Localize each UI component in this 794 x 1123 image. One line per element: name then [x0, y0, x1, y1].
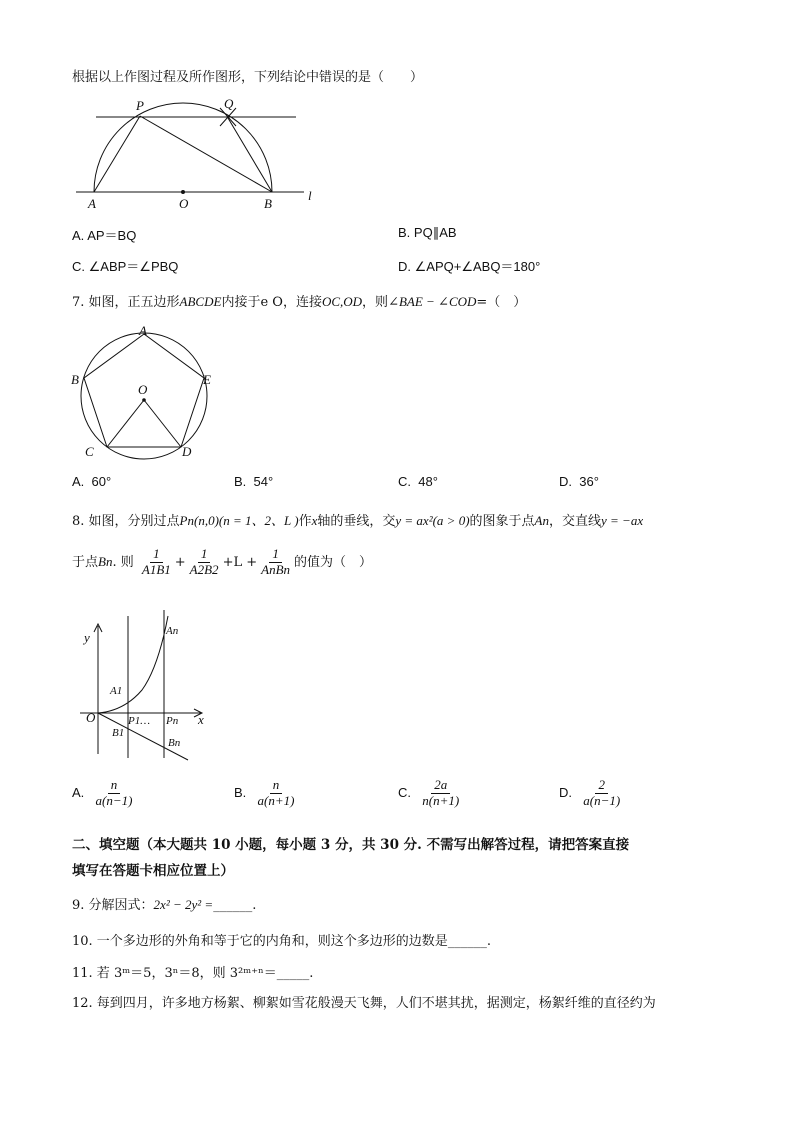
q8-stem-line2: 于点Bn. 则 $\frac{1}{A1B1}$ + $\frac{1}{A2B2}$ +L + $\frac{1}{\text{AnBn}}$ 的值为（ ） — [72, 546, 373, 577]
label-A1: A1 — [110, 685, 123, 697]
q6-stem: 根据以上作图过程及所作图形，下列结论中错误的是（ ） — [72, 70, 424, 85]
section-heading-line2: 填写在答题卡相应位置上） — [72, 863, 234, 879]
q6-option-a[interactable]: A. AP＝BQ — [72, 228, 137, 243]
label-y: y — [84, 630, 90, 645]
label-B: B — [264, 196, 272, 211]
q8-option-b[interactable]: B. $\frac{n}{a(n+1)}$ — [234, 777, 295, 808]
q7-option-d[interactable]: D. 36° — [559, 474, 599, 489]
label-D: D — [182, 444, 192, 459]
q6-figure — [70, 92, 330, 217]
label-C: C — [85, 444, 94, 459]
label-An: An — [166, 625, 179, 637]
q10-blank[interactable]: ______ — [447, 934, 487, 949]
q12: 12. 每到四月，许多地方杨絮、柳絮如雪花般漫天飞舞，人们不堪其扰，据测定，杨絮纤维的直径约为 — [72, 996, 656, 1011]
q7-option-c[interactable]: C. 48° — [398, 474, 438, 489]
q11-blank[interactable]: _____ — [276, 966, 310, 981]
label-P1: P1… — [128, 715, 150, 727]
label-B: B — [71, 372, 79, 387]
section-heading-line1: 二、填空题（本大题共 10 小题，每小题 3 分，共 30 分. 不需写出解答过程，请把答案直接 — [72, 837, 630, 853]
label-l: l — [308, 188, 312, 203]
fraction-n: $\frac{1}{\text{AnBn}}$ — [261, 546, 291, 577]
q7-option-a[interactable]: A. 60° — [72, 474, 112, 489]
fraction-2: $\frac{1}{A2B2}$ — [189, 546, 219, 577]
label-P: P — [136, 98, 144, 113]
q8-stem-line1: 8. 如图，分别过点Pn(n,0)(n = 1、2、L )作x轴的垂线，交y = ax²(a > 0)的图象于点An，交直线y = −ax — [72, 513, 644, 529]
label-O: O — [86, 710, 96, 725]
label-B1: B1 — [112, 727, 125, 739]
q8-option-a[interactable]: A. $\frac{n}{a(n-1)}$ — [72, 777, 133, 808]
label-O: O — [138, 382, 148, 397]
label-A: A — [88, 196, 96, 211]
label-A: A — [139, 323, 147, 338]
label-Q: Q — [224, 96, 234, 111]
label-Bn: Bn — [168, 737, 181, 749]
q11: 11. 若 3ᵐ＝5，3ⁿ＝8，则 3²ᵐ⁺ⁿ＝_____. — [72, 966, 314, 981]
label-E: E — [203, 372, 211, 387]
q8-figure — [72, 608, 222, 763]
q6-option-c[interactable]: C. ∠ABP＝∠PBQ — [72, 259, 179, 274]
fraction-1: $\frac{1}{A1B1}$ — [141, 546, 171, 577]
q7-stem: 7. 如图，正五边形ABCDE内接于e O，连接OC,OD，则∠BAE − ∠COD=（ ） — [72, 294, 527, 310]
q7-figure — [68, 322, 228, 464]
q8-option-c[interactable]: C. $\frac{2a}{n(n+1)}$ — [398, 777, 460, 808]
q10: 10. 一个多边形的外角和等于它的内角和，则这个多边形的边数是______. — [72, 934, 491, 949]
q9-blank[interactable]: ______ — [213, 898, 253, 913]
label-O: O — [179, 196, 189, 211]
q6-option-d[interactable]: D. ∠APQ+∠ABQ＝180° — [398, 259, 541, 274]
q7-option-b[interactable]: B. 54° — [234, 474, 274, 489]
q6-option-b[interactable]: B. PQ∥AB — [398, 225, 457, 240]
q9: 9. 分解因式：2x² − 2y² =______. — [72, 897, 257, 913]
label-x: x — [198, 712, 204, 727]
q8-option-d[interactable]: D. $\frac{2}{a(n-1)}$ — [559, 777, 621, 808]
label-Pn: Pn — [166, 715, 179, 727]
